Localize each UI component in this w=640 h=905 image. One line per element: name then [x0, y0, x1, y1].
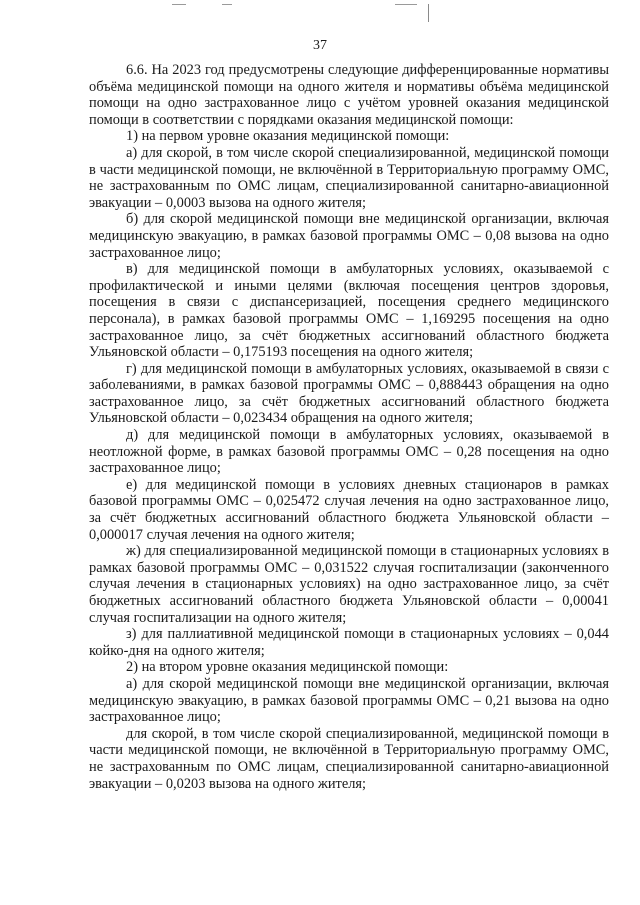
document-body	[89, 62, 609, 792]
paragraph: а) для скорой медицинской помощи вне медицинской организации, включая медицинскую эвакуацию, в рамках базовой программы ОМС – 0,21 вызова на одно застрахованное лицо;	[89, 675, 609, 726]
paragraph: е) для медицинской помощи в условиях дневных стационаров в рамках базовой программы ОМС – 0,025472 случая лечения на одно застрахованное лицо, за счёт бюджетных ассигнований областного бюджета Ульяновской области – 0,000017 случая лечения на одного жителя;	[89, 476, 609, 543]
paragraph: 1) на первом уровне оказания медицинской помощи:	[126, 128, 450, 145]
paragraph: г) для медицинской помощи в амбулаторных условиях, оказываемой в связи с заболеваниями, в рамках базовой программы ОМС – 0,888443 обращения на одно застрахованное лицо, за счёт бюджетных ассигнований областного бюджета Ульяновской области – 0,023434 обращения на одного жителя;	[89, 360, 609, 427]
scan-artifact-mark	[172, 4, 186, 5]
page-number: 37	[313, 38, 327, 53]
scan-artifact-tick	[428, 4, 429, 22]
paragraph: а) для скорой, в том числе скорой специализированной, медицинской помощи в части медицинской помощи, не включённой в Территориальную программу ОМС, не застрахованным по ОМС лицам, специализированной санитарно-авиационной эвакуации – 0,0003 вызова на одного жителя;	[89, 144, 609, 211]
paragraph: для скорой, в том числе скорой специализированной, медицинской помощи в части медицинской помощи, не включённой в Территориальную программу ОМС, не застрахованным по ОМС лицам, специализированной санитарно-авиационной эвакуации – 0,0203 вызова на одного жителя;	[89, 725, 609, 792]
paragraph: 2) на втором уровне оказания медицинской помощи:	[126, 659, 449, 676]
scan-artifact-mark	[395, 4, 417, 5]
paragraph: 6.6. На 2023 год предусмотрены следующие дифференцированные нормативы объёма медицинской помощи на одного жителя и нормативы объёма медицинской помощи на одно застрахованное лицо с учётом уровней оказания медицинской помощи в соответствии с порядками оказания медицинской помощи:	[89, 62, 609, 128]
paragraph: в) для медицинской помощи в амбулаторных условиях, оказываемой с профилактической и иными целями (включая посещения центров здоровья, посещения в связи с диспансеризацией, посещения среднего медицинского персонала), в рамках базовой программы ОМС – 1,169295 посещения на одно застрахованное лицо, за счёт бюджетных ассигнований областного бюджета Ульяновской области – 0,175193 посещения на одного жителя;	[89, 261, 609, 361]
paragraph: з) для паллиативной медицинской помощи в стационарных условиях – 0,044 койко-дня на одного жителя;	[89, 626, 609, 659]
paragraph: ж) для специализированной медицинской помощи в стационарных условиях в рамках базовой программы ОМС – 0,031522 случая госпитализации (законченного случая лечения в стационарных условиях) на одно застрахованное лицо, за счёт бюджетных ассигнований областного бюджета Ульяновской области – 0,00041 случая госпитализации на одного жителя;	[89, 543, 609, 626]
paragraph: д) для медицинской помощи в амбулаторных условиях, оказываемой в неотложной форме, в рамках базовой программы ОМС – 0,28 посещения на одно застрахованное лицо;	[89, 427, 609, 477]
scan-artifact-mark	[222, 4, 232, 5]
paragraph: б) для скорой медицинской помощи вне медицинской организации, включая медицинскую эвакуацию, в рамках базовой программы ОМС – 0,08 вызова на одно застрахованное лицо;	[89, 211, 609, 261]
